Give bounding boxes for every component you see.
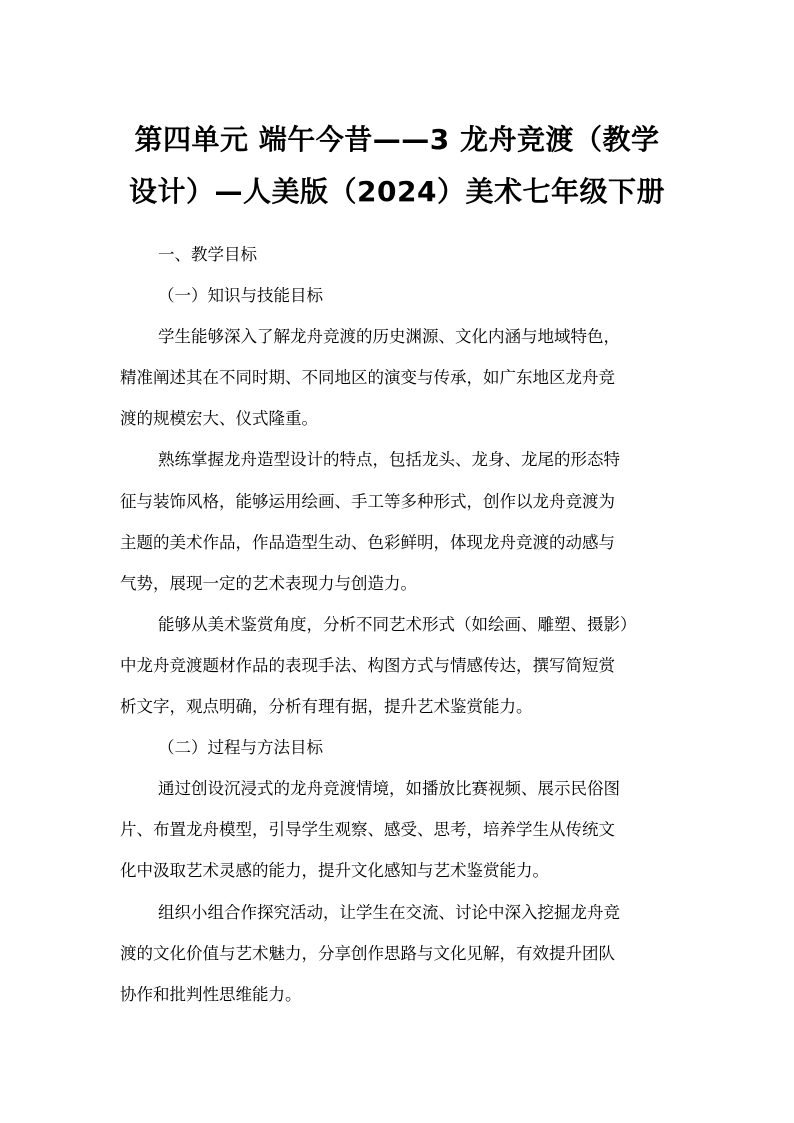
paragraph-line: 熟练掌握龙舟造型设计的特点，包括龙头、龙身、龙尾的形态特 (158, 450, 620, 470)
subsection-heading-knowledge-skills: （一）知识与技能目标 (158, 286, 323, 306)
paragraph-line: 能够从美术鉴赏角度，分析不同艺术形式（如绘画、雕塑、摄影） (158, 614, 637, 634)
paragraph-line: 协作和批判性思维能力。 (120, 984, 302, 1004)
document-body (120, 234, 680, 1015)
paragraph-line: 片、布置龙舟模型，引导学生观察、感受、思考，培养学生从传统文 (120, 820, 615, 840)
paragraph-line: 析文字，观点明确，分析有理有据，提升艺术鉴赏能力。 (120, 697, 533, 717)
paragraph-line: 化中汲取艺术灵感的能力，提升文化感知与艺术鉴赏能力。 (120, 861, 549, 881)
document-title-line-2: 设计）—人美版（2024）美术七年级下册 (129, 175, 665, 208)
paragraph-line: 学生能够深入了解龙舟竞渡的历史渊源、文化内涵与地域特色， (158, 327, 620, 347)
paragraph-line: 渡的规模宏大、仪式隆重。 (120, 409, 318, 429)
paragraph-line: 通过创设沉浸式的龙舟竞渡情境，如播放比赛视频、展示民俗图 (158, 779, 620, 799)
paragraph-line: 精准阐述其在不同时期、不同地区的演变与传承，如广东地区龙舟竞 (120, 368, 615, 388)
paragraph-line: 组织小组合作探究活动，让学生在交流、讨论中深入挖掘龙舟竞 (158, 902, 620, 922)
section-heading-teaching-goals: 一、教学目标 (158, 245, 257, 264)
document-title-line-1: 第四单元 端午今昔——3 龙舟竞渡（教学 (134, 123, 660, 156)
paragraph-line: 中龙舟竞渡题材作品的表现手法、构图方式与情感传达，撰写简短赏 (120, 655, 615, 675)
paragraph-line: 渡的文化价值与艺术魅力，分享创作思路与文化见解，有效提升团队 (120, 943, 615, 963)
paragraph-line: 征与装饰风格，能够运用绘画、手工等多种形式，创作以龙舟竞渡为 (120, 491, 615, 511)
subsection-heading-process-methods: （二）过程与方法目标 (158, 738, 323, 758)
paragraph-line: 主题的美术作品，作品造型生动、色彩鲜明，体现龙舟竞渡的动感与 (120, 532, 615, 552)
paragraph-line: 气势，展现一定的艺术表现力与创造力。 (120, 573, 417, 593)
